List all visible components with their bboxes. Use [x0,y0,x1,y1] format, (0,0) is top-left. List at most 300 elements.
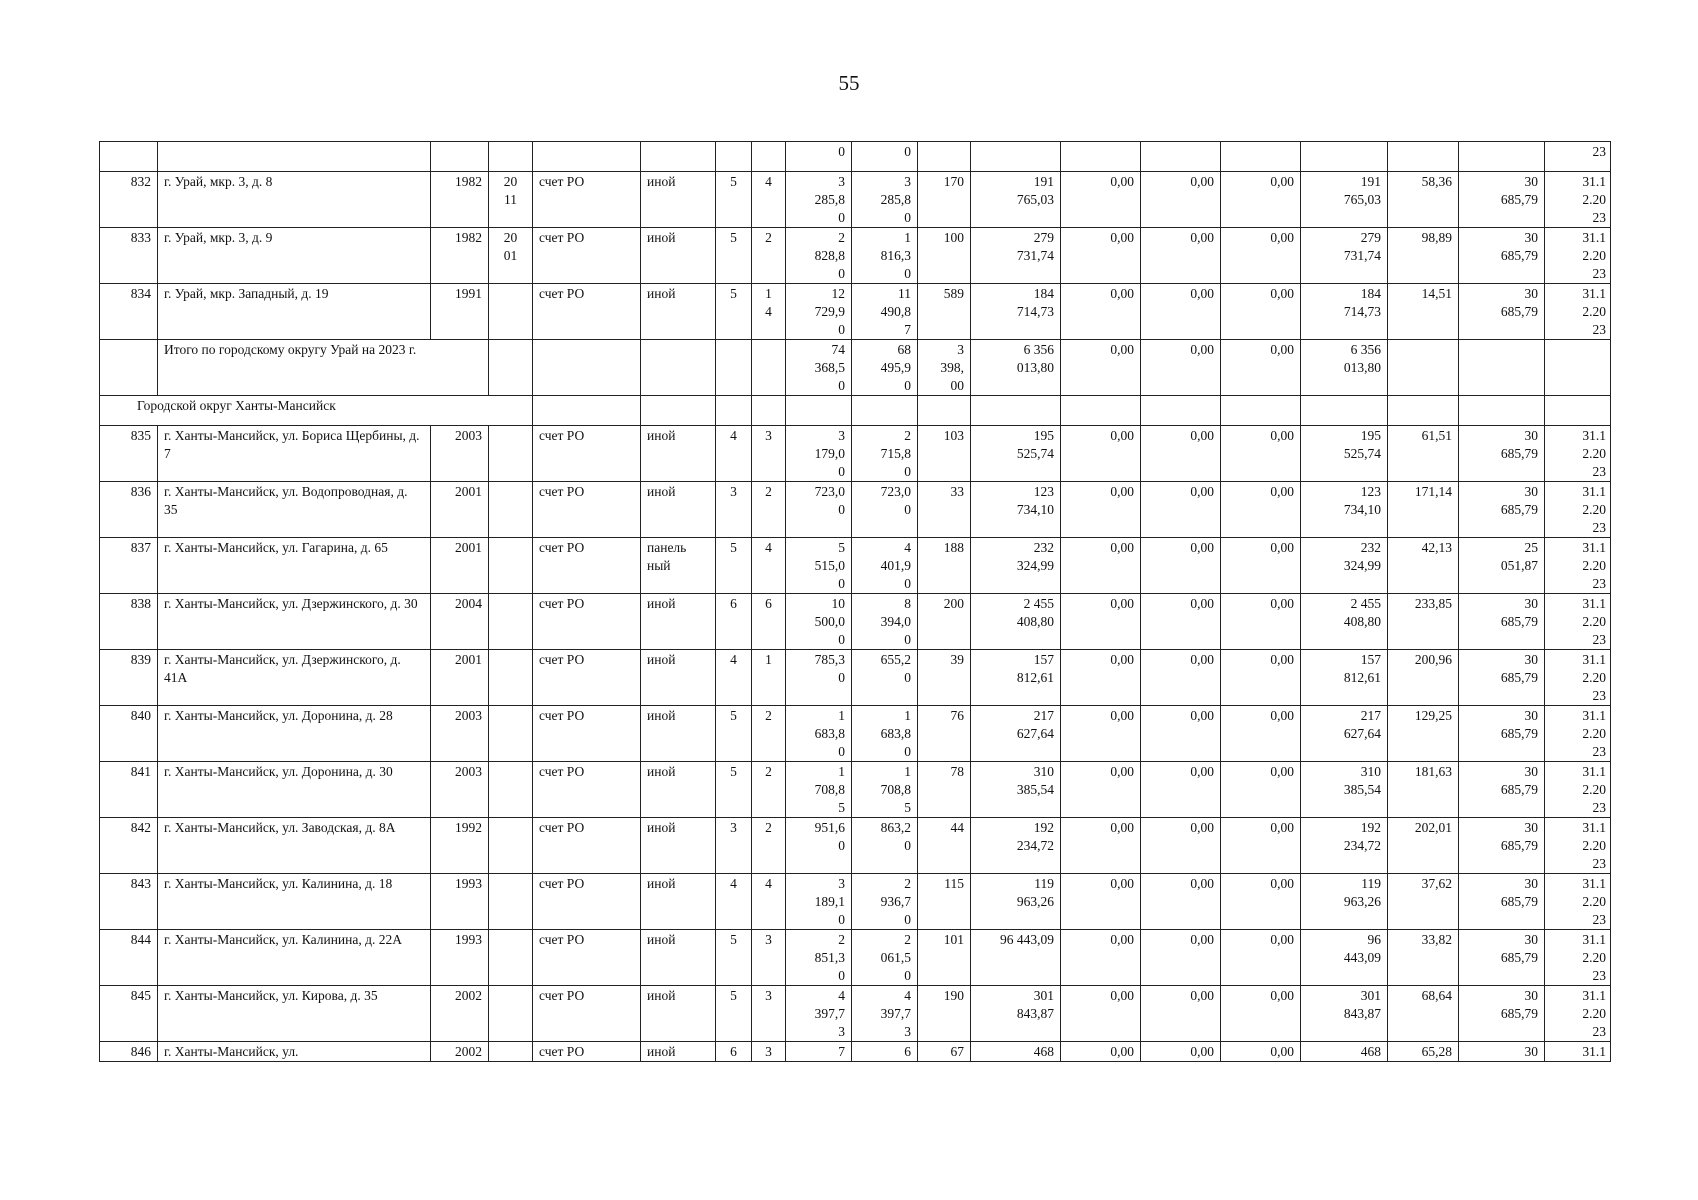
municipal-cost-cell: 0,00 [1221,762,1301,818]
wall-material-cell: иной [641,1042,716,1062]
fund-cell: счет РО [533,538,641,594]
entrances-cell: 2 [752,762,786,818]
year-built-cell: 2003 [431,762,489,818]
limit-cost-cell: 30 [1459,1042,1545,1062]
wall-material-cell: иной [641,818,716,874]
fund-cell: счет РО [533,1042,641,1062]
floors-cell: 6 [716,594,752,650]
fund-cost-cell: 0,00 [1061,340,1141,396]
address-cell: г. Ханты-Мансийск, ул. Дзержинского, д. 41А [158,650,431,706]
year-built-cell: 2001 [431,538,489,594]
area-living-cell: 68 495,9 0 [852,340,918,396]
empty-cell [489,340,533,396]
cost-total-cell: 96 443,09 [971,930,1061,986]
empty-cell [1388,396,1459,426]
area-total-cell: 3 179,0 0 [786,426,852,482]
address-cell: г. Ханты-Мансийск, ул. Заводская, д. 8А [158,818,431,874]
limit-cost-cell: 30 685,79 [1459,284,1545,340]
empty-cell [533,340,641,396]
entrances-cell: 2 [752,818,786,874]
deadline-cell: 31.1 2.20 23 [1545,538,1611,594]
table-row [100,1042,1611,1062]
area-living-cell: 11 490,8 7 [852,284,918,340]
year-repair-cell [489,426,533,482]
residents-cell: 76 [918,706,971,762]
fund-cell: счет РО [533,762,641,818]
cost-total-cell: 279 731,74 [971,228,1061,284]
year-built-cell: 1991 [431,284,489,340]
residents-cell: 44 [918,818,971,874]
area-total-cell: 74 368,5 0 [786,340,852,396]
unit-cost-cell: 65,28 [1388,1042,1459,1062]
unit-cost-cell: 202,01 [1388,818,1459,874]
fund-cell: счет РО [533,986,641,1042]
address-cell: г. Урай, мкр. 3, д. 9 [158,228,431,284]
fund-cell: счет РО [533,650,641,706]
region-cost-cell: 0,00 [1141,538,1221,594]
cost-total-cell: 301 843,87 [971,986,1061,1042]
residents-cell: 200 [918,594,971,650]
year-built-cell: 1982 [431,228,489,284]
region-cost-cell: 0,00 [1141,762,1221,818]
municipal-cost-cell: 0,00 [1221,284,1301,340]
empty-cell [1301,396,1388,426]
municipal-cost-cell: 0,00 [1221,706,1301,762]
deadline-cell: 31.1 2.20 23 [1545,650,1611,706]
floors-cell: 5 [716,228,752,284]
fund-cost-cell: 0,00 [1061,594,1141,650]
municipal-cost-cell: 0,00 [1221,650,1301,706]
row-number-cell: 842 [100,818,158,874]
address-cell: г. Ханты-Мансийск, ул. Дзержинского, д. 30 [158,594,431,650]
unit-cost-cell: 98,89 [1388,228,1459,284]
year-built-cell: 1982 [431,172,489,228]
year-repair-cell: 20 11 [489,172,533,228]
year-built-cell: 1992 [431,818,489,874]
deadline-cell: 31.1 2.20 23 [1545,874,1611,930]
limit-cost-cell: 30 685,79 [1459,482,1545,538]
empty-cell [752,396,786,426]
unit-cost-cell: 68,64 [1388,986,1459,1042]
area-total-cell: 12 729,9 0 [786,284,852,340]
owners-cost-cell: 96 443,09 [1301,930,1388,986]
table-row [100,930,1611,986]
row-number-cell: 846 [100,1042,158,1062]
floors-cell: 5 [716,986,752,1042]
owners-cost-cell: 123 734,10 [1301,482,1388,538]
fund-cost-cell: 0,00 [1061,818,1141,874]
row-number-cell: 832 [100,172,158,228]
region-cost-cell: 0,00 [1141,930,1221,986]
empty-cell [752,340,786,396]
unit-cost-cell: 33,82 [1388,930,1459,986]
unit-cost-cell: 14,51 [1388,284,1459,340]
deadline-cell: 31.1 2.20 23 [1545,172,1611,228]
wall-material-cell: панель ный [641,538,716,594]
municipal-cost-cell: 0,00 [1221,930,1301,986]
limit-cost-cell: 30 685,79 [1459,930,1545,986]
residents-cell: 67 [918,1042,971,1062]
owners-cost-cell: 6 356 013,80 [1301,340,1388,396]
wall-material-cell: иной [641,482,716,538]
deadline-cell: 31.1 2.20 23 [1545,986,1611,1042]
floors-cell: 4 [716,874,752,930]
area-living-cell: 6 [852,1042,918,1062]
wall-material-cell: иной [641,930,716,986]
owners-cost-cell: 157 812,61 [1301,650,1388,706]
row-number-cell: 835 [100,426,158,482]
year-repair-cell [489,594,533,650]
floors-cell: 5 [716,706,752,762]
limit-cost-cell: 30 685,79 [1459,874,1545,930]
owners-cost-cell: 119 963,26 [1301,874,1388,930]
municipal-cost-cell: 0,00 [1221,538,1301,594]
cost-total-cell: 6 356 013,80 [971,340,1061,396]
year-repair-cell [489,986,533,1042]
cost-total-cell: 191 765,03 [971,172,1061,228]
fund-cell: счет РО [533,284,641,340]
limit-cost-cell: 30 685,79 [1459,426,1545,482]
floors-cell: 3 [716,818,752,874]
empty-cell [971,396,1061,426]
owners-cost-cell: 232 324,99 [1301,538,1388,594]
deadline-cell: 31.1 2.20 23 [1545,762,1611,818]
empty-cell [641,396,716,426]
area-total-cell: 0 [786,142,852,172]
limit-cost-cell: 30 685,79 [1459,986,1545,1042]
area-total-cell: 4 397,7 3 [786,986,852,1042]
table-row [100,874,1611,930]
residents-cell: 39 [918,650,971,706]
region-cost-cell: 0,00 [1141,340,1221,396]
entrances-cell: 3 [752,1042,786,1062]
address-cell: г. Ханты-Мансийск, ул. Доронина, д. 28 [158,706,431,762]
residents-cell: 103 [918,426,971,482]
year-repair-cell [489,818,533,874]
year-repair-cell [489,706,533,762]
residents-cell: 101 [918,930,971,986]
table-body [100,142,1611,1062]
residents-cell: 170 [918,172,971,228]
municipal-cost-cell: 0,00 [1221,874,1301,930]
area-total-cell: 2 851,3 0 [786,930,852,986]
year-repair-cell [489,874,533,930]
empty-cell [716,340,752,396]
fund-cell: счет РО [533,228,641,284]
fund-cost-cell: 0,00 [1061,1042,1141,1062]
residents-cell: 190 [918,986,971,1042]
fund-cost-cell: 0,00 [1061,482,1141,538]
cost-total-cell: 184 714,73 [971,284,1061,340]
residents-cell: 3 398, 00 [918,340,971,396]
year-built-cell: 2002 [431,986,489,1042]
year-built-cell: 2002 [431,1042,489,1062]
wall-material-cell: иной [641,228,716,284]
year-built-cell: 1993 [431,930,489,986]
fund-cell: счет РО [533,818,641,874]
empty-cell [1459,340,1545,396]
area-living-cell: 655,2 0 [852,650,918,706]
table-row [100,706,1611,762]
limit-cost-cell: 25 051,87 [1459,538,1545,594]
empty-cell [1141,396,1221,426]
section-title: Городской округ Ханты-Мансийск [100,396,533,426]
wall-material-cell: иной [641,874,716,930]
year-repair-cell [489,482,533,538]
fund-cost-cell: 0,00 [1061,284,1141,340]
entrances-cell: 4 [752,172,786,228]
entrances-cell: 6 [752,594,786,650]
fund-cost-cell: 0,00 [1061,762,1141,818]
year-repair-cell [489,284,533,340]
year-repair-cell [489,762,533,818]
fund-cost-cell: 0,00 [1061,228,1141,284]
cost-total-cell: 217 627,64 [971,706,1061,762]
limit-cost-cell: 30 685,79 [1459,228,1545,284]
owners-cost-cell: 191 765,03 [1301,172,1388,228]
municipal-cost-cell: 0,00 [1221,1042,1301,1062]
floors-cell: 3 [716,482,752,538]
row-number-cell: 838 [100,594,158,650]
empty-cell [1459,396,1545,426]
area-total-cell: 1 708,8 5 [786,762,852,818]
unit-cost-cell: 129,25 [1388,706,1459,762]
fund-cell: счет РО [533,930,641,986]
cost-total-cell: 195 525,74 [971,426,1061,482]
row-number-cell: 834 [100,284,158,340]
empty-cell [716,396,752,426]
address-cell: г. Ханты-Мансийск, ул. Бориса Щербины, д. 7 [158,426,431,482]
area-total-cell: 785,3 0 [786,650,852,706]
repair-program-table [99,141,1611,1062]
limit-cost-cell: 30 685,79 [1459,172,1545,228]
cost-total-cell: 119 963,26 [971,874,1061,930]
floors-cell: 4 [716,650,752,706]
table-row [100,172,1611,228]
area-total-cell: 3 285,8 0 [786,172,852,228]
area-living-cell: 4 397,7 3 [852,986,918,1042]
area-total-cell: 3 189,1 0 [786,874,852,930]
table-row [100,650,1611,706]
total-row [100,340,1611,396]
empty-cell [1545,396,1611,426]
empty-cell [1061,396,1141,426]
municipal-cost-cell: 0,00 [1221,228,1301,284]
deadline-cell: 31.1 2.20 23 [1545,930,1611,986]
entrances-cell: 3 [752,986,786,1042]
table-row [100,426,1611,482]
table-row [100,538,1611,594]
fund-cell: счет РО [533,874,641,930]
owners-cost-cell: 184 714,73 [1301,284,1388,340]
owners-cost-cell: 2 455 408,80 [1301,594,1388,650]
limit-cost-cell: 30 685,79 [1459,706,1545,762]
address-cell: г. Ханты-Мансийск, ул. Калинина, д. 18 [158,874,431,930]
residents-cell: 33 [918,482,971,538]
region-cost-cell: 0,00 [1141,650,1221,706]
table-row [100,818,1611,874]
row-number-cell: 841 [100,762,158,818]
area-living-cell: 8 394,0 0 [852,594,918,650]
unit-cost-cell: 37,62 [1388,874,1459,930]
deadline-cell: 31.1 2.20 23 [1545,426,1611,482]
total-label: Итого по городскому округу Урай на 2023 г. [158,340,489,396]
owners-cost-cell: 192 234,72 [1301,818,1388,874]
wall-material-cell: иной [641,594,716,650]
unit-cost-cell: 200,96 [1388,650,1459,706]
area-total-cell: 723,0 0 [786,482,852,538]
entrances-cell: 3 [752,426,786,482]
deadline-cell: 23 [1545,142,1611,172]
table-row [100,482,1611,538]
cost-total-cell: 192 234,72 [971,818,1061,874]
region-cost-cell: 0,00 [1141,426,1221,482]
owners-cost-cell: 279 731,74 [1301,228,1388,284]
area-living-cell: 4 401,9 0 [852,538,918,594]
limit-cost-cell: 30 685,79 [1459,762,1545,818]
year-repair-cell [489,1042,533,1062]
owners-cost-cell: 217 627,64 [1301,706,1388,762]
area-living-cell: 863,2 0 [852,818,918,874]
address-cell: г. Урай, мкр. Западный, д. 19 [158,284,431,340]
residents-cell: 188 [918,538,971,594]
fund-cell: счет РО [533,594,641,650]
region-cost-cell: 0,00 [1141,1042,1221,1062]
municipal-cost-cell: 0,00 [1221,986,1301,1042]
area-total-cell: 7 [786,1042,852,1062]
unit-cost-cell: 181,63 [1388,762,1459,818]
area-total-cell: 2 828,8 0 [786,228,852,284]
deadline-cell: 31.1 [1545,1042,1611,1062]
municipal-cost-cell: 0,00 [1221,818,1301,874]
residents-cell: 589 [918,284,971,340]
area-total-cell: 951,6 0 [786,818,852,874]
region-cost-cell: 0,00 [1141,284,1221,340]
owners-cost-cell: 468 [1301,1042,1388,1062]
empty-cell [852,396,918,426]
floors-cell: 5 [716,538,752,594]
section-header-row [100,396,1611,426]
residents-cell: 100 [918,228,971,284]
limit-cost-cell: 30 685,79 [1459,818,1545,874]
table-row [100,228,1611,284]
region-cost-cell: 0,00 [1141,482,1221,538]
area-living-cell: 2 715,8 0 [852,426,918,482]
region-cost-cell: 0,00 [1141,706,1221,762]
empty-cell [1221,396,1301,426]
year-repair-cell [489,930,533,986]
floors-cell: 6 [716,1042,752,1062]
owners-cost-cell: 301 843,87 [1301,986,1388,1042]
municipal-cost-cell: 0,00 [1221,340,1301,396]
entrances-cell: 4 [752,538,786,594]
row-number-cell: 837 [100,538,158,594]
wall-material-cell: иной [641,650,716,706]
limit-cost-cell: 30 685,79 [1459,650,1545,706]
fund-cost-cell: 0,00 [1061,172,1141,228]
area-living-cell: 723,0 0 [852,482,918,538]
deadline-cell: 31.1 2.20 23 [1545,482,1611,538]
wall-material-cell: иной [641,426,716,482]
fund-cell: счет РО [533,426,641,482]
owners-cost-cell: 195 525,74 [1301,426,1388,482]
municipal-cost-cell: 0,00 [1221,594,1301,650]
entrances-cell: 2 [752,228,786,284]
year-repair-cell [489,650,533,706]
wall-material-cell: иной [641,706,716,762]
area-living-cell: 3 285,8 0 [852,172,918,228]
address-cell: г. Ханты-Мансийск, ул. Гагарина, д. 65 [158,538,431,594]
wall-material-cell: иной [641,284,716,340]
fund-cell: счет РО [533,482,641,538]
page-number: 55 [838,71,860,95]
table-row [100,284,1611,340]
unit-cost-cell: 233,85 [1388,594,1459,650]
cost-total-cell: 157 812,61 [971,650,1061,706]
unit-cost-cell: 58,36 [1388,172,1459,228]
region-cost-cell: 0,00 [1141,228,1221,284]
year-built-cell: 2003 [431,706,489,762]
empty-cell [641,340,716,396]
area-total-cell: 10 500,0 0 [786,594,852,650]
floors-cell: 5 [716,930,752,986]
empty-cell [918,396,971,426]
table-row [100,986,1611,1042]
empty-cell [533,396,641,426]
residents-cell: 115 [918,874,971,930]
fund-cost-cell: 0,00 [1061,986,1141,1042]
cost-total-cell: 310 385,54 [971,762,1061,818]
fund-cost-cell: 0,00 [1061,706,1141,762]
floors-cell: 5 [716,762,752,818]
area-living-cell: 0 [852,142,918,172]
deadline-cell: 31.1 2.20 23 [1545,228,1611,284]
area-living-cell: 1 683,8 0 [852,706,918,762]
unit-cost-cell: 171,14 [1388,482,1459,538]
fund-cost-cell: 0,00 [1061,426,1141,482]
region-cost-cell: 0,00 [1141,986,1221,1042]
entrances-cell: 1 4 [752,284,786,340]
unit-cost-cell: 61,51 [1388,426,1459,482]
region-cost-cell: 0,00 [1141,594,1221,650]
deadline-cell: 31.1 2.20 23 [1545,284,1611,340]
fund-cell: счет РО [533,172,641,228]
residents-cell: 78 [918,762,971,818]
empty-cell [786,396,852,426]
year-built-cell: 2001 [431,482,489,538]
region-cost-cell: 0,00 [1141,818,1221,874]
wall-material-cell: иной [641,986,716,1042]
municipal-cost-cell: 0,00 [1221,482,1301,538]
entrances-cell: 3 [752,930,786,986]
limit-cost-cell: 30 685,79 [1459,594,1545,650]
entrances-cell: 1 [752,650,786,706]
table-row-continuation [100,142,1611,172]
row-number-cell: 840 [100,706,158,762]
year-repair-cell [489,538,533,594]
fund-cost-cell: 0,00 [1061,874,1141,930]
entrances-cell: 2 [752,706,786,762]
fund-cell: счет РО [533,706,641,762]
cost-total-cell: 468 [971,1042,1061,1062]
address-cell: г. Ханты-Мансийск, ул. Калинина, д. 22А [158,930,431,986]
floors-cell: 5 [716,172,752,228]
entrances-cell: 2 [752,482,786,538]
address-cell: г. Ханты-Мансийск, ул. Водопроводная, д. 35 [158,482,431,538]
unit-cost-cell: 42,13 [1388,538,1459,594]
deadline-cell: 31.1 2.20 23 [1545,594,1611,650]
floors-cell: 5 [716,284,752,340]
